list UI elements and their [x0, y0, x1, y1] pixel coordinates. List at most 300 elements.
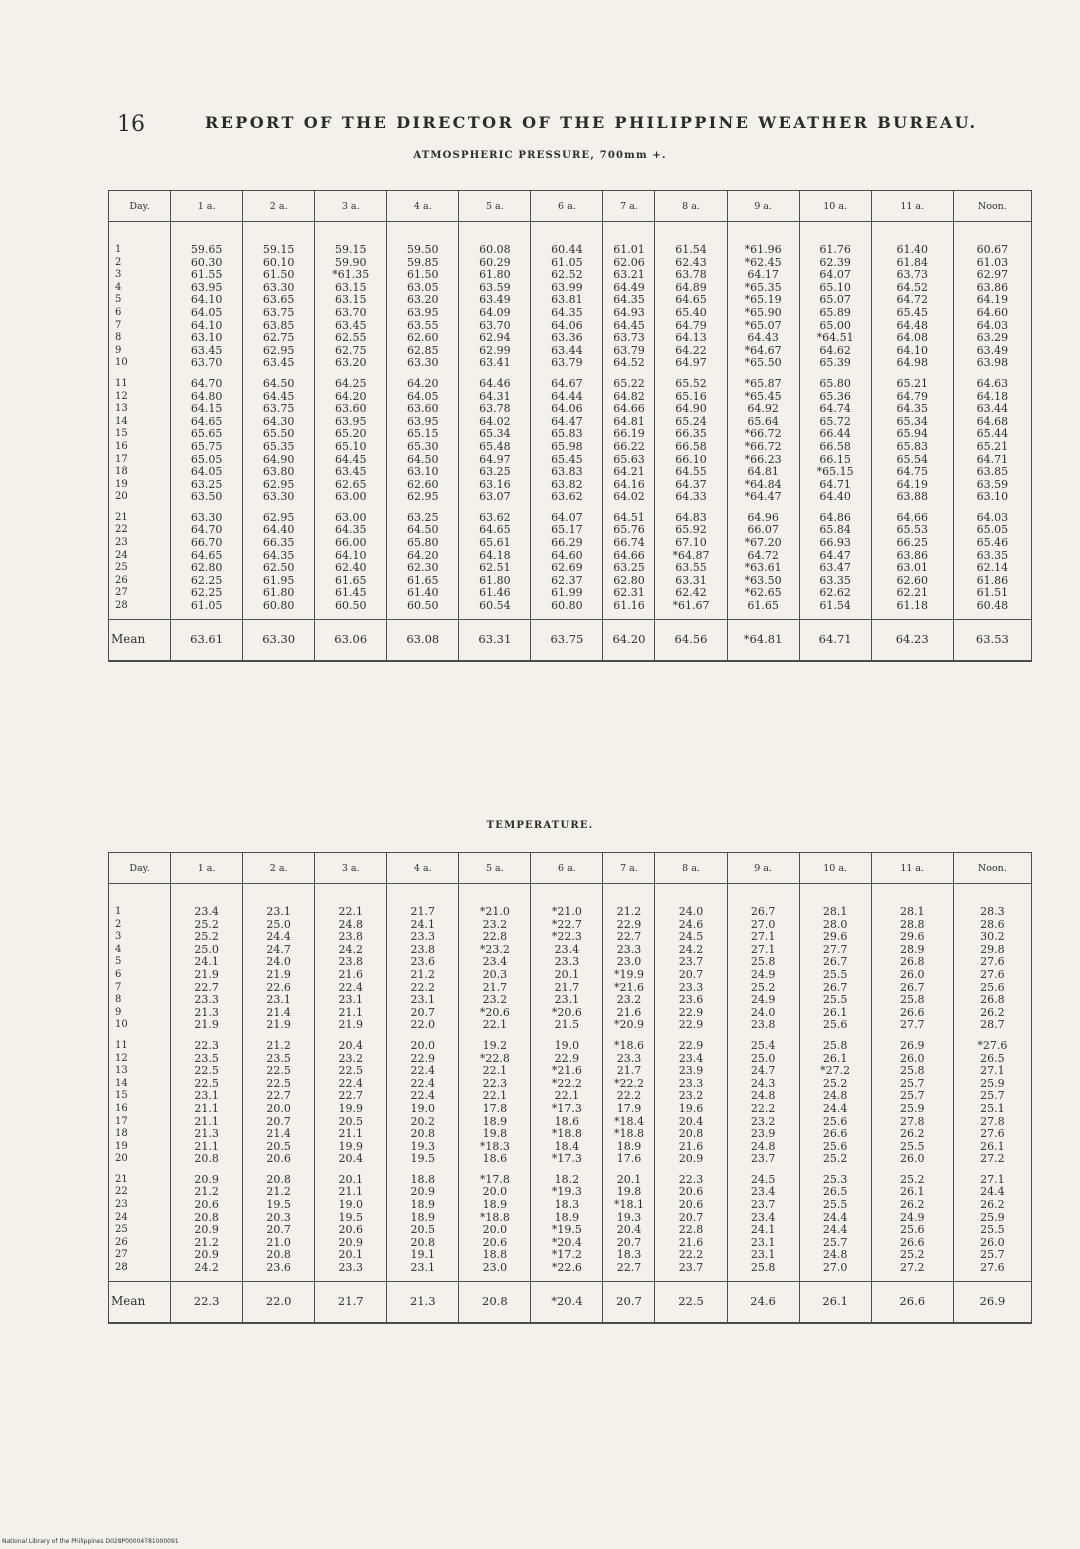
- value-cell: 26.6: [799, 1128, 871, 1141]
- value-cell: 22.7: [603, 931, 655, 944]
- value-cell: 65.39: [799, 357, 871, 370]
- column-header: 2 a.: [243, 191, 315, 222]
- value-cell: 65.52: [655, 378, 727, 391]
- value-cell: 17.6: [603, 1153, 655, 1166]
- value-cell: 24.0: [727, 1007, 799, 1020]
- value-cell: 22.3: [655, 1174, 727, 1187]
- value-cell: 63.21: [603, 269, 655, 282]
- value-cell: 64.06: [531, 403, 603, 416]
- day-cell: 15: [109, 428, 171, 441]
- value-cell: 64.50: [387, 524, 459, 537]
- value-cell: 62.60: [387, 332, 459, 345]
- value-cell: 65.05: [953, 524, 1031, 537]
- value-cell: 27.1: [953, 1174, 1031, 1187]
- mean-value: 63.75: [531, 619, 603, 661]
- value-cell: 63.36: [531, 332, 603, 345]
- value-cell: 18.8: [459, 1249, 531, 1262]
- day-cell: 4: [109, 944, 171, 957]
- day-cell: 11: [109, 1040, 171, 1053]
- value-cell: 63.25: [459, 466, 531, 479]
- value-cell: 65.80: [799, 378, 871, 391]
- value-cell: 25.5: [871, 1141, 953, 1154]
- value-cell: 21.7: [387, 884, 459, 919]
- pressure-section-title: ATMOSPHERIC PRESSURE, 700mm +.: [413, 150, 667, 161]
- value-cell: 64.45: [603, 320, 655, 333]
- value-cell: 64.80: [171, 391, 243, 404]
- value-cell: 64.19: [953, 294, 1031, 307]
- value-cell: 61.51: [953, 587, 1031, 600]
- value-cell: 62.40: [315, 562, 387, 575]
- value-cell: 27.6: [953, 969, 1031, 982]
- value-cell: *17.8: [459, 1174, 531, 1187]
- value-cell: 20.8: [387, 1128, 459, 1141]
- value-cell: 65.83: [871, 441, 953, 454]
- value-cell: 62.25: [171, 575, 243, 588]
- value-cell: 65.98: [531, 441, 603, 454]
- value-cell: 18.9: [603, 1141, 655, 1154]
- mean-value: 64.23: [871, 619, 953, 661]
- value-cell: 62.99: [459, 345, 531, 358]
- value-cell: 22.9: [655, 1007, 727, 1020]
- value-cell: 26.6: [871, 1237, 953, 1250]
- value-cell: 17.8: [459, 1103, 531, 1116]
- value-cell: *22.2: [531, 1078, 603, 1091]
- value-cell: 26.2: [953, 1199, 1031, 1212]
- value-cell: 22.9: [655, 1040, 727, 1053]
- value-cell: 21.3: [171, 1128, 243, 1141]
- value-cell: 27.8: [871, 1116, 953, 1129]
- value-cell: 30.2: [953, 931, 1031, 944]
- value-cell: 64.47: [799, 550, 871, 563]
- value-cell: 19.5: [387, 1153, 459, 1166]
- value-cell: 64.45: [315, 454, 387, 467]
- value-cell: 18.6: [531, 1116, 603, 1129]
- day-cell: 25: [109, 562, 171, 575]
- temperature-section-title: TEMPERATURE.: [486, 820, 594, 831]
- value-cell: 22.3: [171, 1040, 243, 1053]
- value-cell: 63.70: [459, 320, 531, 333]
- value-cell: 61.99: [531, 587, 603, 600]
- value-cell: 63.15: [315, 294, 387, 307]
- mean-value: 64.20: [603, 619, 655, 661]
- value-cell: 64.13: [655, 332, 727, 345]
- value-cell: *27.6: [953, 1040, 1031, 1053]
- value-cell: 66.58: [655, 441, 727, 454]
- table-row: [109, 931, 1032, 944]
- value-cell: 59.85: [387, 257, 459, 270]
- value-cell: 63.70: [171, 357, 243, 370]
- day-cell: 6: [109, 969, 171, 982]
- value-cell: 20.7: [603, 1237, 655, 1250]
- day-cell: 3: [109, 931, 171, 944]
- value-cell: 22.9: [603, 919, 655, 932]
- value-cell: 20.1: [315, 1174, 387, 1187]
- value-cell: 21.9: [171, 1019, 243, 1032]
- value-cell: 61.46: [459, 587, 531, 600]
- value-cell: 63.65: [243, 294, 315, 307]
- value-cell: *64.51: [799, 332, 871, 345]
- value-cell: 25.8: [871, 1065, 953, 1078]
- value-cell: 23.3: [171, 994, 243, 1007]
- value-cell: 63.88: [871, 491, 953, 504]
- mean-value: 26.6: [871, 1281, 953, 1323]
- pressure-table: [108, 190, 1032, 662]
- value-cell: 64.35: [243, 550, 315, 563]
- value-cell: 26.7: [799, 956, 871, 969]
- value-cell: 64.65: [459, 524, 531, 537]
- value-cell: *18.8: [603, 1128, 655, 1141]
- value-cell: 64.92: [727, 403, 799, 416]
- value-cell: 23.2: [459, 994, 531, 1007]
- value-cell: 19.8: [603, 1186, 655, 1199]
- value-cell: 64.05: [387, 391, 459, 404]
- value-cell: 62.52: [531, 269, 603, 282]
- value-cell: 18.3: [531, 1199, 603, 1212]
- value-cell: 62.62: [799, 587, 871, 600]
- value-cell: 23.0: [459, 1262, 531, 1281]
- value-cell: 22.6: [243, 982, 315, 995]
- value-cell: 63.95: [387, 307, 459, 320]
- value-cell: 64.65: [655, 294, 727, 307]
- value-cell: 27.0: [727, 919, 799, 932]
- value-cell: 64.75: [871, 466, 953, 479]
- value-cell: 60.54: [459, 600, 531, 619]
- value-cell: 23.2: [315, 1053, 387, 1066]
- value-cell: 21.2: [171, 1186, 243, 1199]
- value-cell: 64.79: [655, 320, 727, 333]
- value-cell: 66.74: [603, 537, 655, 550]
- column-header: 3 a.: [315, 853, 387, 884]
- value-cell: 63.62: [531, 491, 603, 504]
- value-cell: 63.49: [459, 294, 531, 307]
- day-cell: 8: [109, 994, 171, 1007]
- value-cell: 63.25: [387, 512, 459, 525]
- value-cell: 19.9: [315, 1103, 387, 1116]
- value-cell: 22.4: [387, 1090, 459, 1103]
- day-cell: 18: [109, 1128, 171, 1141]
- value-cell: 25.7: [871, 1078, 953, 1091]
- value-cell: 24.8: [727, 1141, 799, 1154]
- value-cell: 24.4: [799, 1224, 871, 1237]
- value-cell: 62.80: [603, 575, 655, 588]
- table-row: [109, 466, 1032, 479]
- mean-value: 22.3: [171, 1281, 243, 1323]
- value-cell: 61.05: [171, 600, 243, 619]
- value-cell: 26.8: [953, 994, 1031, 1007]
- value-cell: 21.2: [171, 1237, 243, 1250]
- value-cell: 62.75: [243, 332, 315, 345]
- column-header: 7 a.: [603, 853, 655, 884]
- value-cell: 67.10: [655, 537, 727, 550]
- value-cell: 20.1: [531, 969, 603, 982]
- value-cell: 20.4: [315, 1153, 387, 1166]
- value-cell: 62.65: [315, 479, 387, 492]
- value-cell: 65.84: [799, 524, 871, 537]
- value-cell: 20.2: [387, 1116, 459, 1129]
- table-row: [109, 1065, 1032, 1078]
- value-cell: 62.95: [387, 491, 459, 504]
- value-cell: 65.53: [871, 524, 953, 537]
- value-cell: 66.29: [531, 537, 603, 550]
- day-cell: 21: [109, 512, 171, 525]
- value-cell: 65.21: [953, 441, 1031, 454]
- value-cell: 64.50: [387, 454, 459, 467]
- value-cell: 27.6: [953, 1262, 1031, 1281]
- value-cell: 61.65: [315, 575, 387, 588]
- value-cell: 63.10: [953, 491, 1031, 504]
- day-cell: 14: [109, 1078, 171, 1091]
- table-row: [109, 1153, 1032, 1166]
- column-header: 7 a.: [603, 191, 655, 222]
- value-cell: 60.29: [459, 257, 531, 270]
- value-cell: 22.1: [459, 1065, 531, 1078]
- column-header: 6 a.: [531, 191, 603, 222]
- value-cell: 25.4: [727, 1040, 799, 1053]
- value-cell: 64.19: [871, 479, 953, 492]
- column-header: 10 a.: [799, 853, 871, 884]
- value-cell: 64.65: [171, 416, 243, 429]
- value-cell: 27.2: [953, 1153, 1031, 1166]
- value-cell: 64.62: [799, 345, 871, 358]
- value-cell: *22.7: [531, 919, 603, 932]
- value-cell: 64.20: [387, 550, 459, 563]
- value-cell: 66.35: [243, 537, 315, 550]
- value-cell: 63.81: [531, 294, 603, 307]
- value-cell: 63.85: [243, 320, 315, 333]
- value-cell: 24.8: [727, 1090, 799, 1103]
- value-cell: 62.55: [315, 332, 387, 345]
- value-cell: 64.08: [871, 332, 953, 345]
- value-cell: 24.5: [727, 1174, 799, 1187]
- value-cell: 27.1: [953, 1065, 1031, 1078]
- day-cell: 24: [109, 1212, 171, 1225]
- value-cell: 20.3: [243, 1212, 315, 1225]
- value-cell: 29.6: [871, 931, 953, 944]
- value-cell: 22.5: [171, 1078, 243, 1091]
- value-cell: 20.9: [171, 1174, 243, 1187]
- value-cell: 20.9: [315, 1237, 387, 1250]
- value-cell: 63.10: [387, 466, 459, 479]
- value-cell: 62.39: [799, 257, 871, 270]
- value-cell: 65.94: [871, 428, 953, 441]
- value-cell: 65.54: [871, 454, 953, 467]
- value-cell: 62.75: [315, 345, 387, 358]
- day-cell: 17: [109, 1116, 171, 1129]
- mean-value: 64.56: [655, 619, 727, 661]
- column-header: 8 a.: [655, 853, 727, 884]
- value-cell: 24.6: [655, 919, 727, 932]
- column-header: 11 a.: [871, 853, 953, 884]
- value-cell: 20.4: [655, 1116, 727, 1129]
- value-cell: 64.98: [871, 357, 953, 370]
- value-cell: 66.70: [171, 537, 243, 550]
- value-cell: 63.70: [315, 307, 387, 320]
- value-cell: 65.30: [387, 441, 459, 454]
- value-cell: 64.46: [459, 378, 531, 391]
- value-cell: 63.99: [531, 282, 603, 295]
- value-cell: 64.35: [603, 294, 655, 307]
- value-cell: 65.50: [243, 428, 315, 441]
- value-cell: 64.82: [603, 391, 655, 404]
- value-cell: *62.65: [727, 587, 799, 600]
- value-cell: *64.67: [727, 345, 799, 358]
- value-cell: 21.4: [243, 1007, 315, 1020]
- value-cell: 21.3: [171, 1007, 243, 1020]
- value-cell: 62.95: [243, 345, 315, 358]
- value-cell: 63.20: [387, 294, 459, 307]
- day-cell: 3: [109, 269, 171, 282]
- value-cell: *27.2: [799, 1065, 871, 1078]
- value-cell: 23.4: [171, 884, 243, 919]
- value-cell: 22.4: [387, 1065, 459, 1078]
- value-cell: 20.7: [655, 1212, 727, 1225]
- value-cell: *65.50: [727, 357, 799, 370]
- day-cell: 2: [109, 257, 171, 270]
- table-row: [109, 1019, 1032, 1032]
- value-cell: *65.07: [727, 320, 799, 333]
- value-cell: 22.8: [655, 1224, 727, 1237]
- value-cell: 28.0: [799, 919, 871, 932]
- value-cell: 26.0: [953, 1237, 1031, 1250]
- value-cell: 64.81: [603, 416, 655, 429]
- value-cell: 20.9: [655, 1153, 727, 1166]
- value-cell: 63.45: [315, 320, 387, 333]
- value-cell: 22.4: [315, 982, 387, 995]
- value-cell: 64.90: [243, 454, 315, 467]
- value-cell: 63.59: [953, 479, 1031, 492]
- value-cell: 61.95: [243, 575, 315, 588]
- value-cell: 21.9: [243, 1019, 315, 1032]
- value-cell: 64.20: [315, 391, 387, 404]
- value-cell: 22.9: [387, 1053, 459, 1066]
- day-cell: 28: [109, 600, 171, 619]
- mean-value: 63.30: [243, 619, 315, 661]
- value-cell: 63.25: [171, 479, 243, 492]
- value-cell: 23.2: [727, 1116, 799, 1129]
- value-cell: 61.16: [603, 600, 655, 619]
- value-cell: 61.86: [953, 575, 1031, 588]
- value-cell: 64.18: [953, 391, 1031, 404]
- mean-value: 64.71: [799, 619, 871, 661]
- value-cell: 64.72: [727, 550, 799, 563]
- value-cell: 64.07: [531, 512, 603, 525]
- value-cell: 59.65: [171, 222, 243, 257]
- value-cell: 61.01: [603, 222, 655, 257]
- value-cell: 64.83: [655, 512, 727, 525]
- value-cell: *21.6: [531, 1065, 603, 1078]
- value-cell: 63.16: [459, 479, 531, 492]
- day-cell: 22: [109, 524, 171, 537]
- value-cell: 64.10: [171, 294, 243, 307]
- value-cell: 63.50: [171, 491, 243, 504]
- value-cell: 23.3: [655, 982, 727, 995]
- value-cell: 66.07: [727, 524, 799, 537]
- value-cell: 24.4: [953, 1186, 1031, 1199]
- value-cell: *61.96: [727, 222, 799, 257]
- value-cell: 63.78: [655, 269, 727, 282]
- value-cell: 64.45: [243, 391, 315, 404]
- value-cell: 64.35: [315, 524, 387, 537]
- header-row: [109, 853, 1032, 884]
- value-cell: 23.4: [531, 944, 603, 957]
- value-cell: *63.50: [727, 575, 799, 588]
- value-cell: 20.5: [387, 1224, 459, 1237]
- value-cell: 61.65: [387, 575, 459, 588]
- value-cell: 25.0: [727, 1053, 799, 1066]
- value-cell: 64.25: [315, 378, 387, 391]
- value-cell: 27.1: [727, 931, 799, 944]
- value-cell: 28.3: [953, 884, 1031, 919]
- table-row: [109, 884, 1032, 919]
- value-cell: 24.4: [799, 1212, 871, 1225]
- value-cell: 25.7: [953, 1090, 1031, 1103]
- day-cell: 2: [109, 919, 171, 932]
- table-row: [109, 969, 1032, 982]
- value-cell: 60.44: [531, 222, 603, 257]
- value-cell: 62.21: [871, 587, 953, 600]
- column-header-day: Day.: [109, 191, 171, 222]
- value-cell: 65.00: [799, 320, 871, 333]
- value-cell: 65.05: [171, 454, 243, 467]
- value-cell: 64.51: [603, 512, 655, 525]
- value-cell: 23.9: [727, 1128, 799, 1141]
- value-cell: 17.9: [603, 1103, 655, 1116]
- value-cell: 24.9: [727, 969, 799, 982]
- value-cell: 64.02: [603, 491, 655, 504]
- value-cell: 22.2: [387, 982, 459, 995]
- table-row: [109, 537, 1032, 550]
- value-cell: *65.15: [799, 466, 871, 479]
- value-cell: 64.52: [871, 282, 953, 295]
- value-cell: 22.3: [459, 1078, 531, 1091]
- value-cell: 64.96: [727, 512, 799, 525]
- value-cell: 65.92: [655, 524, 727, 537]
- value-cell: 25.5: [953, 1224, 1031, 1237]
- day-cell: 16: [109, 1103, 171, 1116]
- column-header: Noon.: [953, 853, 1031, 884]
- value-cell: *20.4: [531, 1237, 603, 1250]
- value-cell: 66.00: [315, 537, 387, 550]
- day-cell: 1: [109, 884, 171, 919]
- value-cell: 60.50: [387, 600, 459, 619]
- value-cell: *20.6: [459, 1007, 531, 1020]
- value-cell: 63.95: [171, 282, 243, 295]
- value-cell: 20.8: [655, 1128, 727, 1141]
- value-cell: 64.10: [315, 550, 387, 563]
- day-cell: 9: [109, 1007, 171, 1020]
- value-cell: 64.97: [655, 357, 727, 370]
- value-cell: 18.9: [459, 1199, 531, 1212]
- value-cell: 61.80: [243, 587, 315, 600]
- column-header: 1 a.: [171, 853, 243, 884]
- value-cell: 20.7: [387, 1007, 459, 1020]
- value-cell: 20.6: [655, 1186, 727, 1199]
- value-cell: 60.30: [171, 257, 243, 270]
- value-cell: 25.6: [799, 1116, 871, 1129]
- value-cell: 26.8: [871, 956, 953, 969]
- day-cell: 18: [109, 466, 171, 479]
- value-cell: 22.5: [315, 1065, 387, 1078]
- value-cell: 61.05: [531, 257, 603, 270]
- page-number: 16: [117, 112, 145, 137]
- value-cell: 25.6: [799, 1019, 871, 1032]
- value-cell: 64.66: [603, 403, 655, 416]
- value-cell: 65.22: [603, 378, 655, 391]
- value-cell: 63.30: [243, 282, 315, 295]
- value-cell: *64.47: [727, 491, 799, 504]
- value-cell: 64.33: [655, 491, 727, 504]
- value-cell: 20.8: [387, 1237, 459, 1250]
